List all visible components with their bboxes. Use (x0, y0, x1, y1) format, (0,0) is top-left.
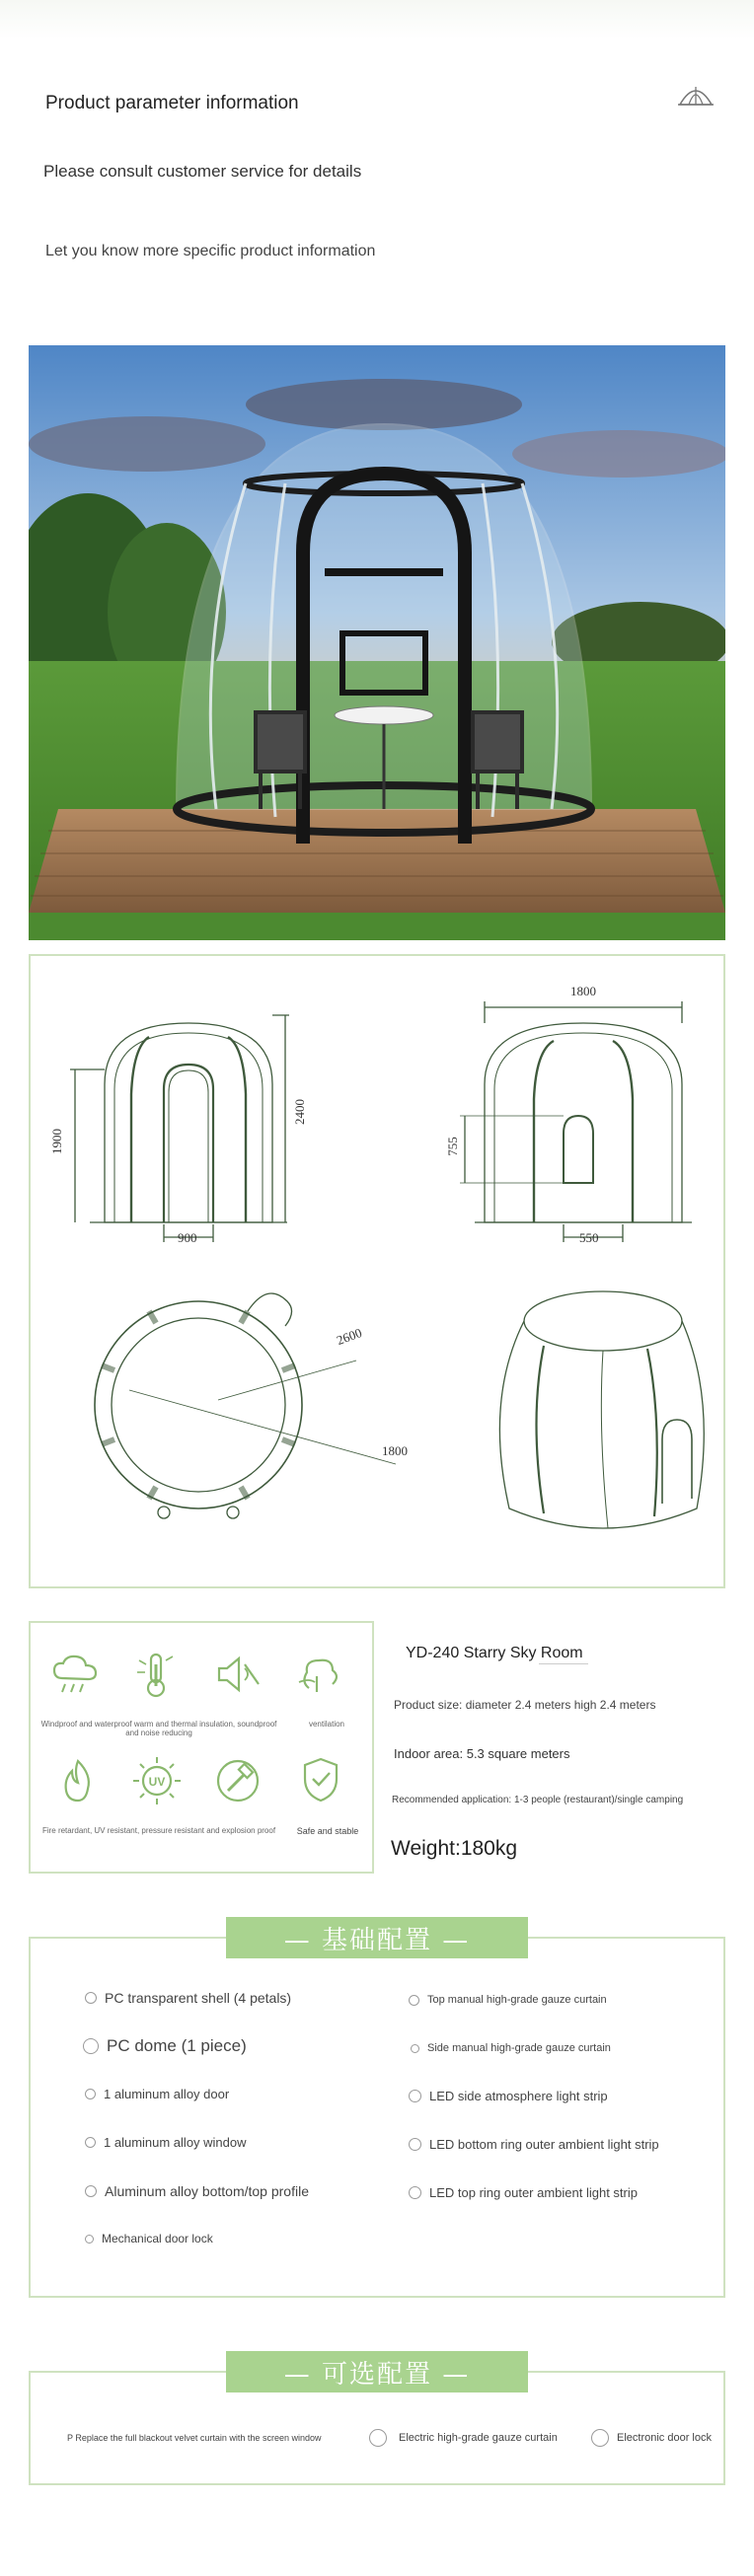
basic-config-item: Side manual high-grade gauze curtain (411, 2042, 611, 2054)
side-door-width-label: 550 (579, 1230, 599, 1245)
weight: Weight:180kg (391, 1837, 518, 1860)
bullet-icon (409, 1995, 419, 2006)
bullet-icon (369, 2429, 387, 2447)
svg-text:UV: UV (148, 1775, 166, 1789)
optional-config-item: P Replace the full blackout velvet curtain with the screen window (67, 2433, 322, 2443)
top-diameter-2-label: 1800 (382, 1443, 408, 1458)
dome-logo-icon (677, 83, 715, 111)
bullet-icon (85, 2235, 94, 2244)
model-name: YD-240 Starry Sky Room (406, 1645, 583, 1661)
corner-decoration (0, 0, 754, 39)
basic-config-item: Mechanical door lock (85, 2232, 213, 2245)
bullet-icon (85, 2185, 97, 2197)
top-diameter-1-label: 2600 (335, 1325, 364, 1349)
basic-config-banner: — 基础配置 — (226, 1917, 528, 1958)
feature-caption-row1: Windproof and waterproof warm and thermal insulation, soundproof and noise reducing (40, 1720, 277, 1737)
basic-config-item: PC transparent shell (4 petals) (85, 1990, 291, 2006)
uv-sun-icon (131, 1755, 183, 1806)
side-door-height-label: 755 (444, 1137, 460, 1156)
front-width-label: 900 (178, 1230, 197, 1245)
thermometer-icon (134, 1651, 178, 1698)
bullet-icon (409, 2090, 421, 2102)
basic-config-item: LED bottom ring outer ambient light strip (409, 2137, 659, 2152)
features-panel (29, 1621, 374, 1874)
basic-config-item: PC dome (1 piece) (83, 2036, 247, 2056)
page-title: Product parameter information (45, 93, 299, 113)
bullet-icon (85, 2137, 96, 2148)
basic-config-item: LED top ring outer ambient light strip (409, 2185, 638, 2200)
consult-text: Please consult customer service for details (43, 162, 362, 181)
basic-config-item: Top manual high-grade gauze curtain (409, 1994, 607, 2006)
bullet-icon (409, 2138, 421, 2151)
shield-check-icon (299, 1755, 342, 1804)
bullet-icon (591, 2429, 609, 2447)
indoor-area: Indoor area: 5.3 square meters (394, 1746, 570, 1761)
optional-config-banner: — 可选配置 — (226, 2351, 528, 2392)
model-underline (539, 1663, 588, 1664)
recommended-application: Recommended application: 1-3 people (restaurant)/single camping (392, 1795, 684, 1805)
front-height-total-label: 2400 (292, 1099, 307, 1125)
product-size: Product size: diameter 2.4 meters high 2.4 meters (394, 1698, 656, 1712)
hammer-shield-icon (214, 1757, 262, 1804)
basic-config-item: 1 aluminum alloy door (85, 2087, 229, 2101)
basic-config-item: LED side atmosphere light strip (409, 2089, 608, 2103)
wind-tree-icon (295, 1653, 344, 1696)
technical-drawing-panel (29, 954, 725, 1588)
front-view-outline (105, 1023, 272, 1222)
basic-config-item: 1 aluminum alloy window (85, 2135, 247, 2150)
product-photo (29, 345, 725, 940)
basic-config-item: Aluminum alloy bottom/top profile (85, 2183, 309, 2199)
bullet-icon (409, 2186, 421, 2199)
cloud-rain-icon (50, 1653, 100, 1696)
intro-text: Let you know more specific product information (45, 243, 376, 259)
flame-icon (58, 1757, 98, 1804)
bullet-icon (83, 2038, 99, 2054)
side-width-label: 1800 (570, 984, 596, 998)
optional-config-item: Electric high-grade gauze curtain (369, 2429, 558, 2447)
optional-config-item: Electronic door lock (591, 2429, 712, 2447)
bullet-icon (85, 1992, 97, 2004)
feature-caption-row1-right: ventilation (308, 1720, 345, 1729)
speaker-mute-icon (213, 1653, 263, 1696)
front-height-door-label: 1900 (49, 1129, 64, 1154)
bullet-icon (85, 2089, 96, 2099)
bullet-icon (411, 2044, 419, 2053)
feature-caption-row2: Fire retardant, UV resistant, pressure resistant and explosion proof (41, 1826, 276, 1835)
feature-caption-row2-right: Safe and stable (296, 1826, 359, 1836)
